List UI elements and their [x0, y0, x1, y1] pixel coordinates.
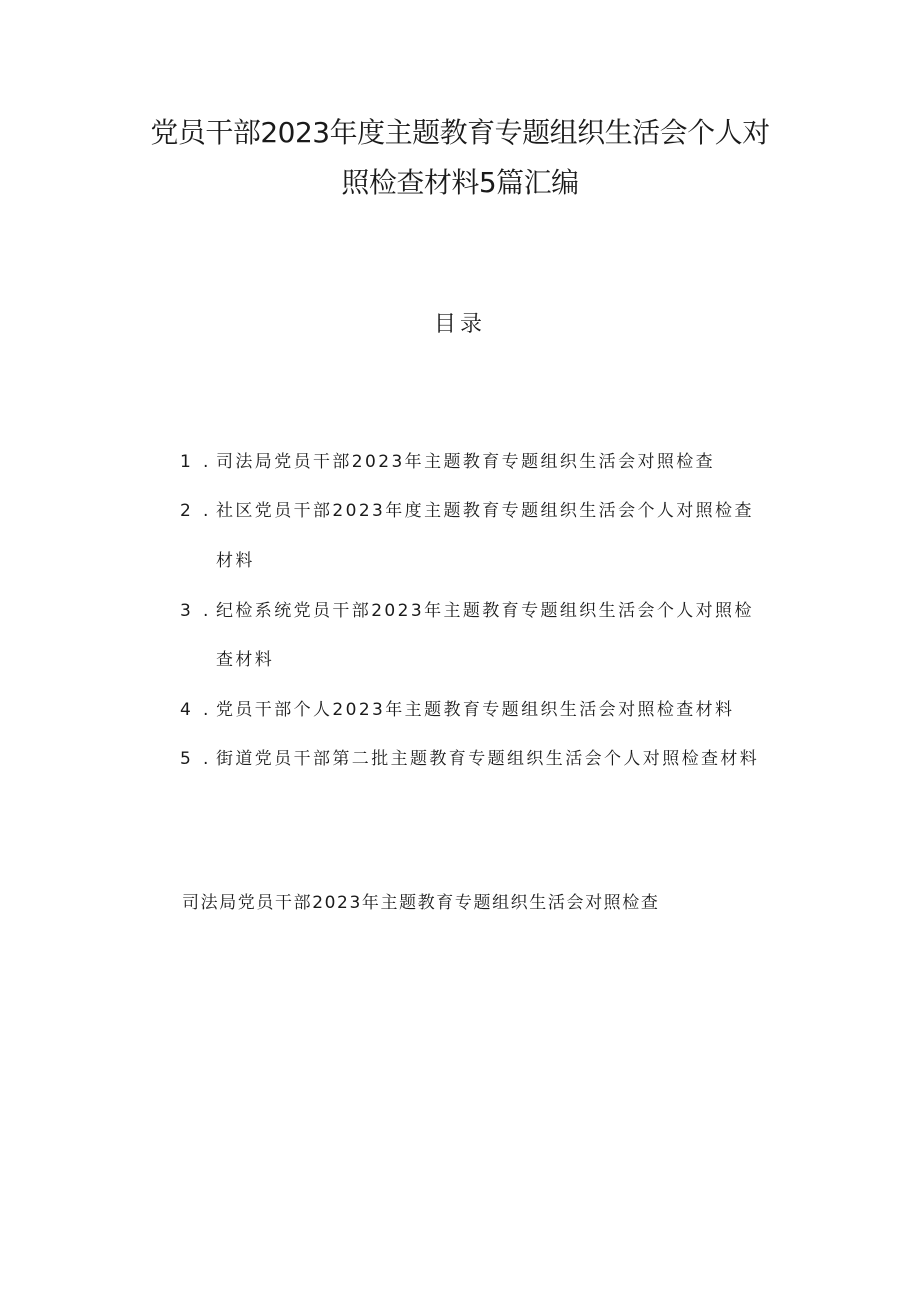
document-title-line-1: 党员干部2023年度主题教育专题组织生活会个人对 [150, 116, 770, 149]
toc-item-number: 4 [180, 700, 194, 720]
toc-item-3[interactable] [0, 599, 920, 623]
toc-item-number: 3 [180, 601, 194, 621]
toc-item-dot: . [203, 501, 211, 521]
toc-item-text: 党员干部个人2023年主题教育专题组织生活会对照检查材料 [216, 700, 735, 720]
toc-item-number: 5 [180, 749, 194, 769]
toc-item-dot: . [203, 700, 211, 720]
toc-item-2[interactable] [0, 499, 920, 523]
toc-item-1[interactable] [0, 450, 920, 474]
toc-item-dot: . [203, 452, 211, 472]
document-title-line-2: 照检查材料5篇汇编 [341, 166, 579, 199]
toc-heading: 目录 [433, 312, 486, 337]
toc-item-dot: . [203, 601, 211, 621]
toc-item-text: 司法局党员干部2023年主题教育专题组织生活会对照检查 [216, 452, 716, 472]
toc-item-2-continuation: 材料 [216, 551, 255, 571]
toc-item-4[interactable] [0, 698, 920, 722]
toc-item-number: 2 [180, 501, 194, 521]
toc-item-number: 1 [180, 452, 194, 472]
toc-item-dot: . [203, 749, 211, 769]
section-title: 司法局党员干部2023年主题教育专题组织生活会对照检查 [182, 893, 660, 913]
toc-item-text: 社区党员干部2023年度主题教育专题组织生活会个人对照检查 [216, 501, 754, 521]
toc-item-5[interactable] [0, 747, 920, 771]
toc-item-text: 街道党员干部第二批主题教育专题组织生活会个人对照检查材料 [216, 749, 760, 769]
toc-item-3-continuation: 查材料 [216, 650, 275, 670]
toc-item-text: 纪检系统党员干部2023年主题教育专题组织生活会个人对照检 [216, 601, 754, 621]
